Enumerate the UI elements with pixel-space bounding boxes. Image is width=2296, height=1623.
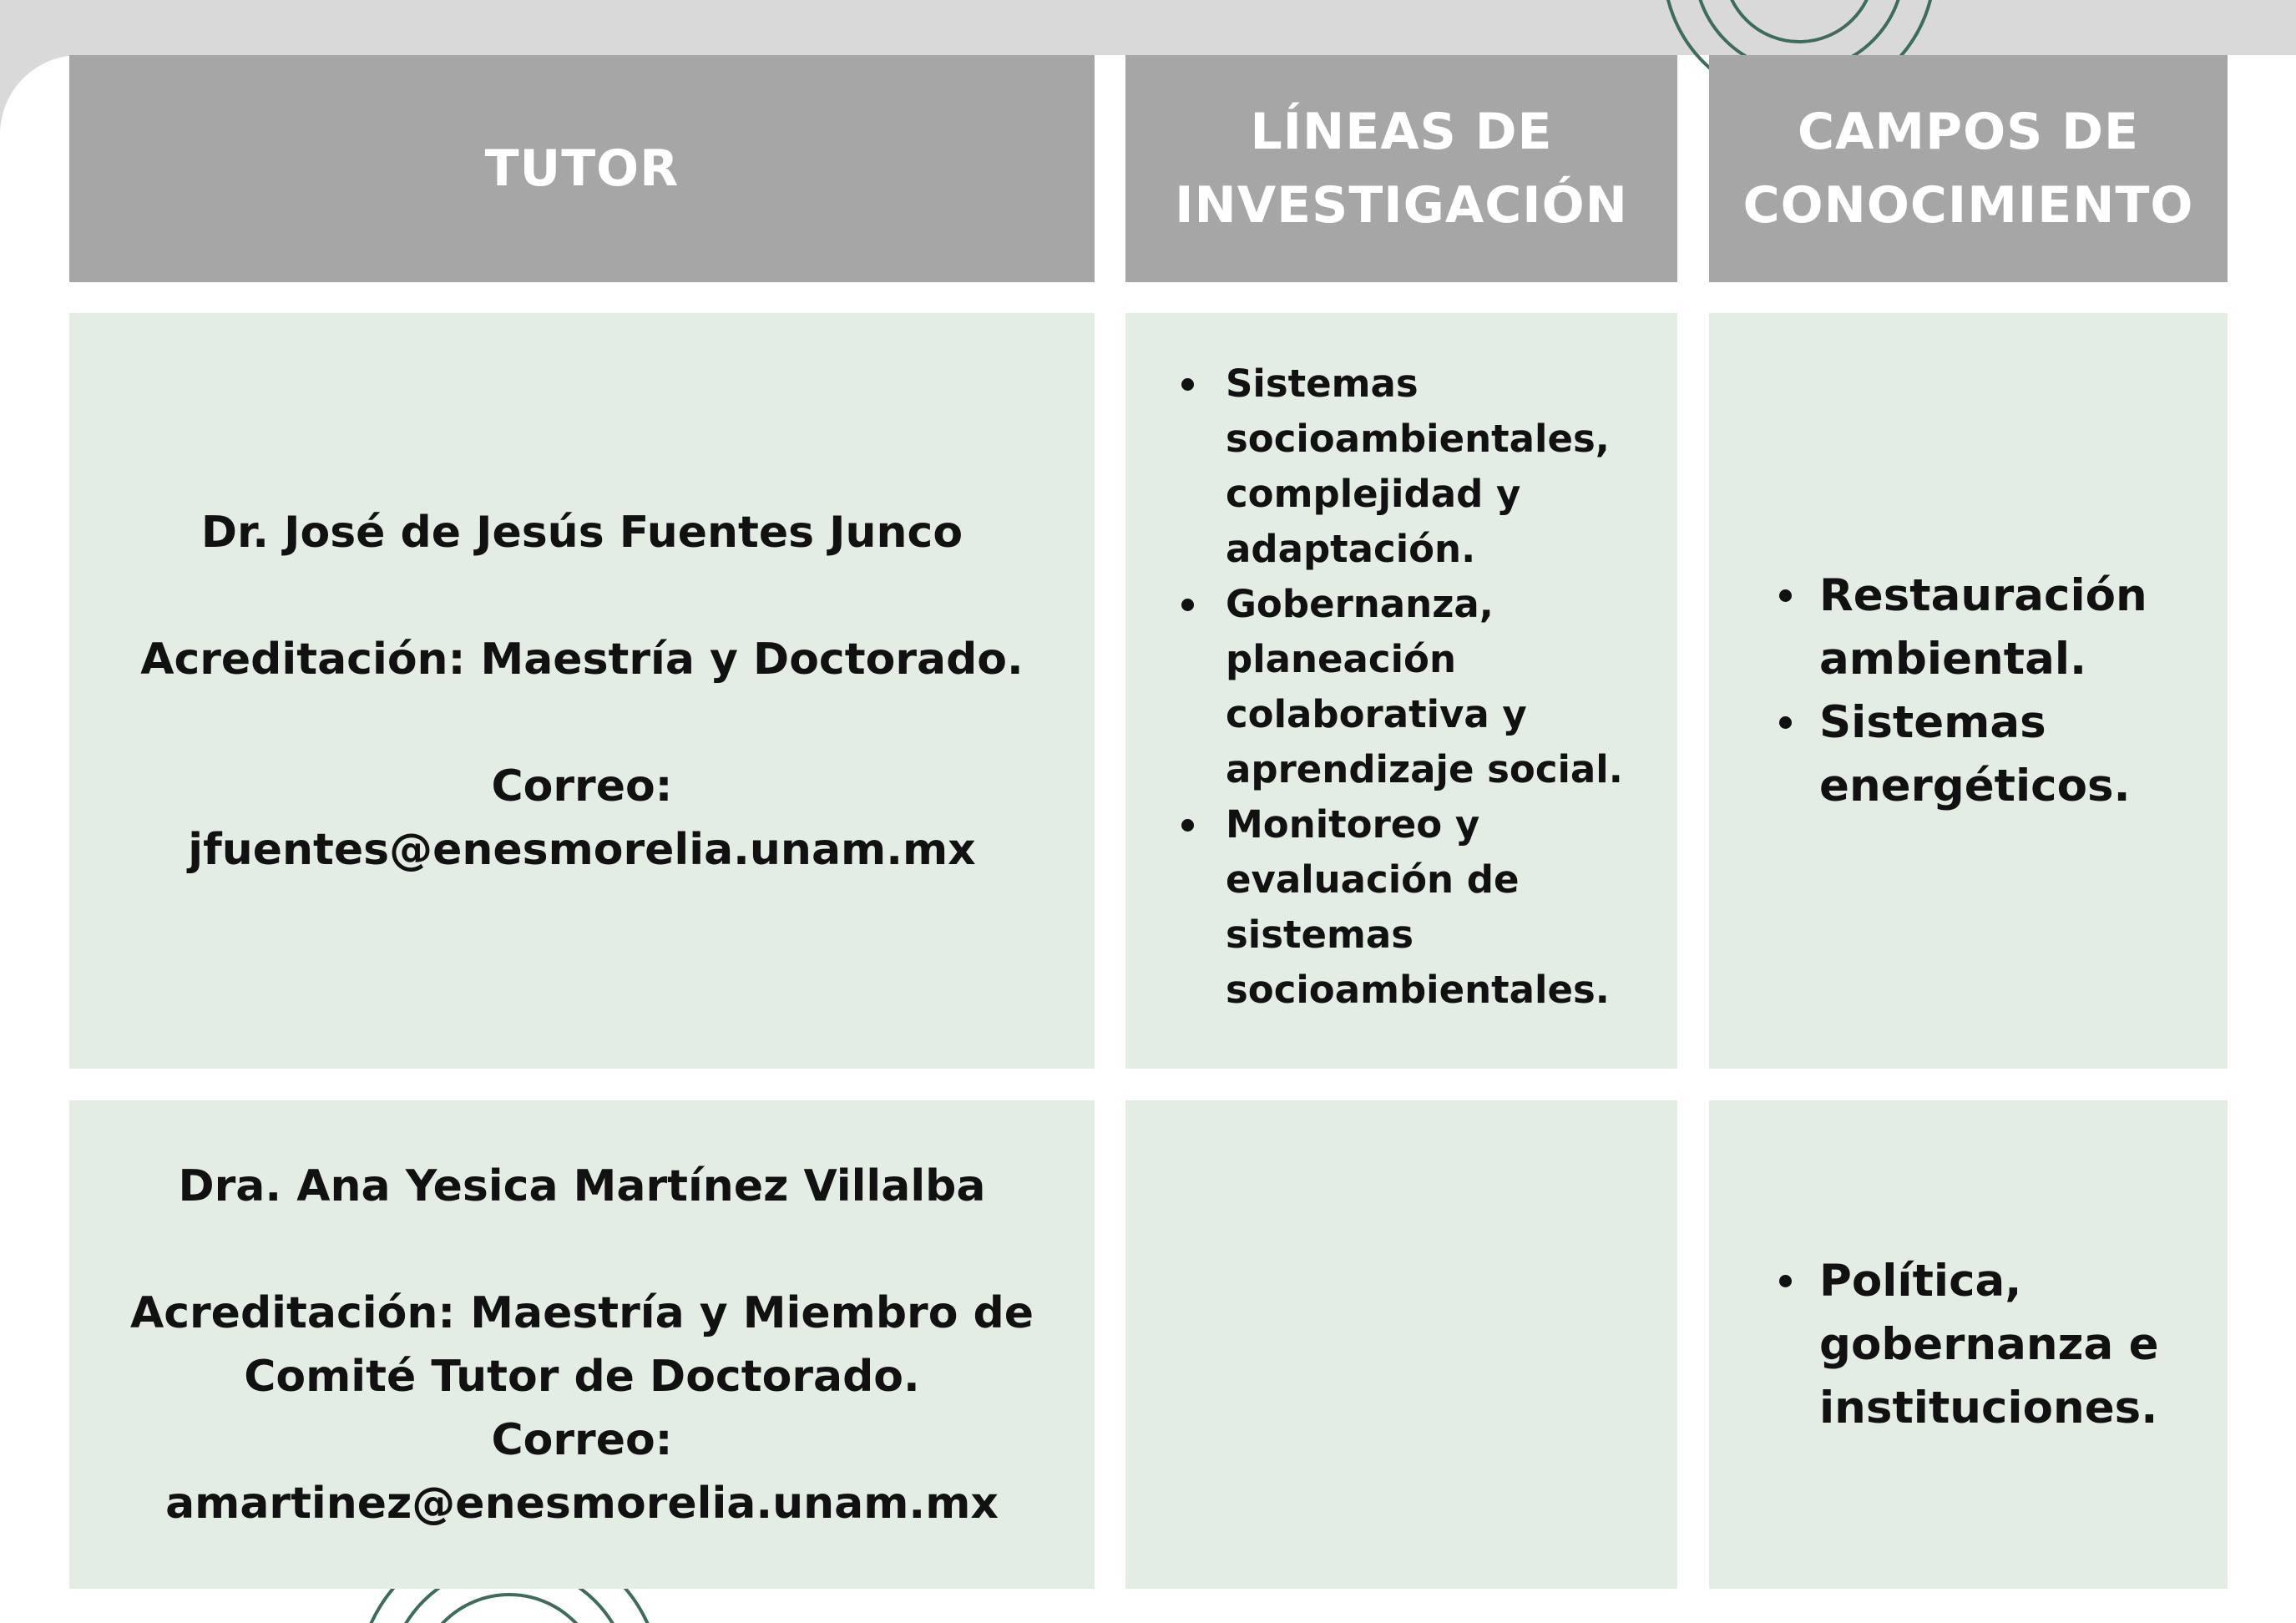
spacer: [103, 691, 1061, 755]
campos-list: [1709, 1250, 2159, 1440]
spacer: [103, 564, 1061, 628]
tutor-email[interactable]: amartinez@enesmorelia.unam.mx: [165, 1478, 999, 1529]
list-item: Sistemas socioambientales, complejidad y adaptación.: [1125, 356, 1623, 577]
row-2-tutor-cell: [69, 1100, 1095, 1589]
header-tutor: [69, 55, 1095, 282]
tutor-name: Dr. José de Jesús Fuentes Junco: [200, 507, 963, 558]
spacer: [103, 1218, 1061, 1282]
header-lineas: [1125, 55, 1677, 282]
list-item: Sistemas energéticos.: [1709, 691, 2147, 818]
tutor-accreditation: Acreditación: Maestría y Miembro de Comité Tutor de Doctorado.: [129, 1287, 1034, 1402]
tutor-info: [69, 501, 1095, 882]
row-2-campos-cell: [1709, 1100, 2228, 1589]
tutor-email-label: Correo:: [491, 1414, 673, 1465]
campos-list: [1709, 564, 2147, 818]
list-item: Política, gobernanza e instituciones.: [1709, 1250, 2159, 1440]
tutor-email[interactable]: jfuentes@enesmorelia.unam.mx: [188, 824, 976, 875]
list-item: Restauración ambiental.: [1709, 564, 2147, 691]
header-campos: [1709, 55, 2228, 282]
row-1-lineas-cell: [1125, 313, 1677, 1069]
list-item: Monitoreo y evaluación de sistemas socioambientales.: [1125, 797, 1623, 1018]
tutor-accreditation: Acreditación: Maestría y Doctorado.: [140, 634, 1024, 685]
tutor-email-label: Correo:: [491, 761, 673, 812]
row-2-lineas-cell: [1125, 1100, 1677, 1589]
list-item: Gobernanza, planeación colaborativa y aprendizaje social.: [1125, 577, 1623, 797]
lineas-list: [1125, 356, 1623, 1018]
row-1-campos-cell: [1709, 313, 2228, 1069]
tutor-name: Dra. Ana Yesica Martínez Villalba: [178, 1160, 986, 1211]
row-1-tutor-cell: [69, 313, 1095, 1069]
tutor-info: [69, 1155, 1095, 1535]
header-lineas-label: LÍNEAS DE INVESTIGACIÓN: [1175, 103, 1628, 235]
header-tutor-label: TUTOR: [484, 139, 680, 198]
header-campos-label: CAMPOS DE CONOCIMIENTO: [1742, 103, 2194, 235]
